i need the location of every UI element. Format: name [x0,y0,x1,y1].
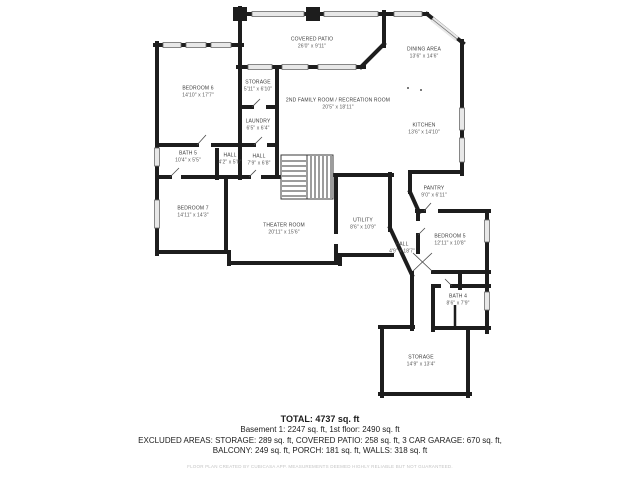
excluded-areas-text: EXCLUDED AREAS: STORAGE: 289 sq. ft, COVERED PATIO: 258 sq. ft, 3 CAR GARAGE: 670 sq. ft, [138,435,502,445]
room-name-text: COVERED PATIO [290,36,334,43]
kitchen-fixture-dots [407,87,422,91]
room-name-text: BEDROOM 6 [182,85,214,92]
room-name-text: PANTRY [423,185,445,192]
room-name-text: HALL [223,152,237,159]
room-dims-text: 9'0" x 6'11" [421,192,447,199]
room-dims-text: 13'6" x 14'6" [409,53,439,60]
room-name-text: DINING AREA [407,46,441,53]
room-name-text: 2ND FAMILY ROOM / RECREATION ROOM [285,97,391,104]
floor-areas-text: Basement 1: 2247 sq. ft, 1st floor: 2490 sq. ft [240,425,400,434]
room-name-text: BATH 5 [178,150,198,157]
room-dims-text: 6'5" x 6'4" [246,125,270,132]
room-dims-text: 14'9" x 13'4" [406,361,436,368]
room-name-text: BATH 4 [448,293,468,300]
room-dims-text: 10'4" x 5'5" [175,157,201,164]
room-dims-text: 5'11" x 6'10" [243,86,273,93]
room-dims-text: 12'11" x 10'8" [434,240,466,247]
room-dims-text: 13'6" x 14'10" [408,129,440,136]
room-name-text: KITCHEN [412,122,436,129]
total-area-text: TOTAL: 4737 sq. ft [280,414,360,424]
room-name-text: HALL [252,153,266,160]
room-dims-text: 8'6" x 10'9" [350,224,376,231]
disclaimer-text: FLOOR PLAN CREATED BY CUBICASA APP. MEASUREMENTS DEEMED HIGHLY RELIABLE BUT NOT GUARANTEED. [187,463,453,469]
room-name-text: LAUNDRY [245,118,271,125]
room-name-text: THEATER ROOM [263,222,305,229]
room-dims-text: 20'5" x 18'11" [322,104,354,111]
area-summary [0,414,640,470]
room-dims-text: 14'10" x 17'7" [182,92,214,99]
room-name-text: BEDROOM 5 [434,233,466,240]
room-dims-text: 20'11" x 15'6" [268,229,300,236]
room-dims-text: 4'2" x 5'0" [218,159,242,166]
room-name-text: UTILITY [353,217,373,224]
staircase [281,155,333,199]
room-name-text: HALL [395,241,409,248]
room-dims-text: 26'0" x 9'11" [297,43,327,50]
excluded-areas-text-2: BALCONY: 249 sq. ft, PORCH: 181 sq. ft, WALLS: 318 sq. ft [212,446,428,455]
room-dims-text: 14'11" x 14'3" [177,212,209,219]
room-name-text: STORAGE [245,79,271,86]
room-dims-text: 7'9" x 6'8" [247,160,271,167]
room-name-text: BEDROOM 7 [177,205,209,212]
room-dims-text: 4'9" x 18'7" [389,248,415,255]
room-name-text: STORAGE [408,354,434,361]
room-dims-text: 8'6" x 7'9" [446,300,470,307]
window-diagonal [432,19,457,39]
